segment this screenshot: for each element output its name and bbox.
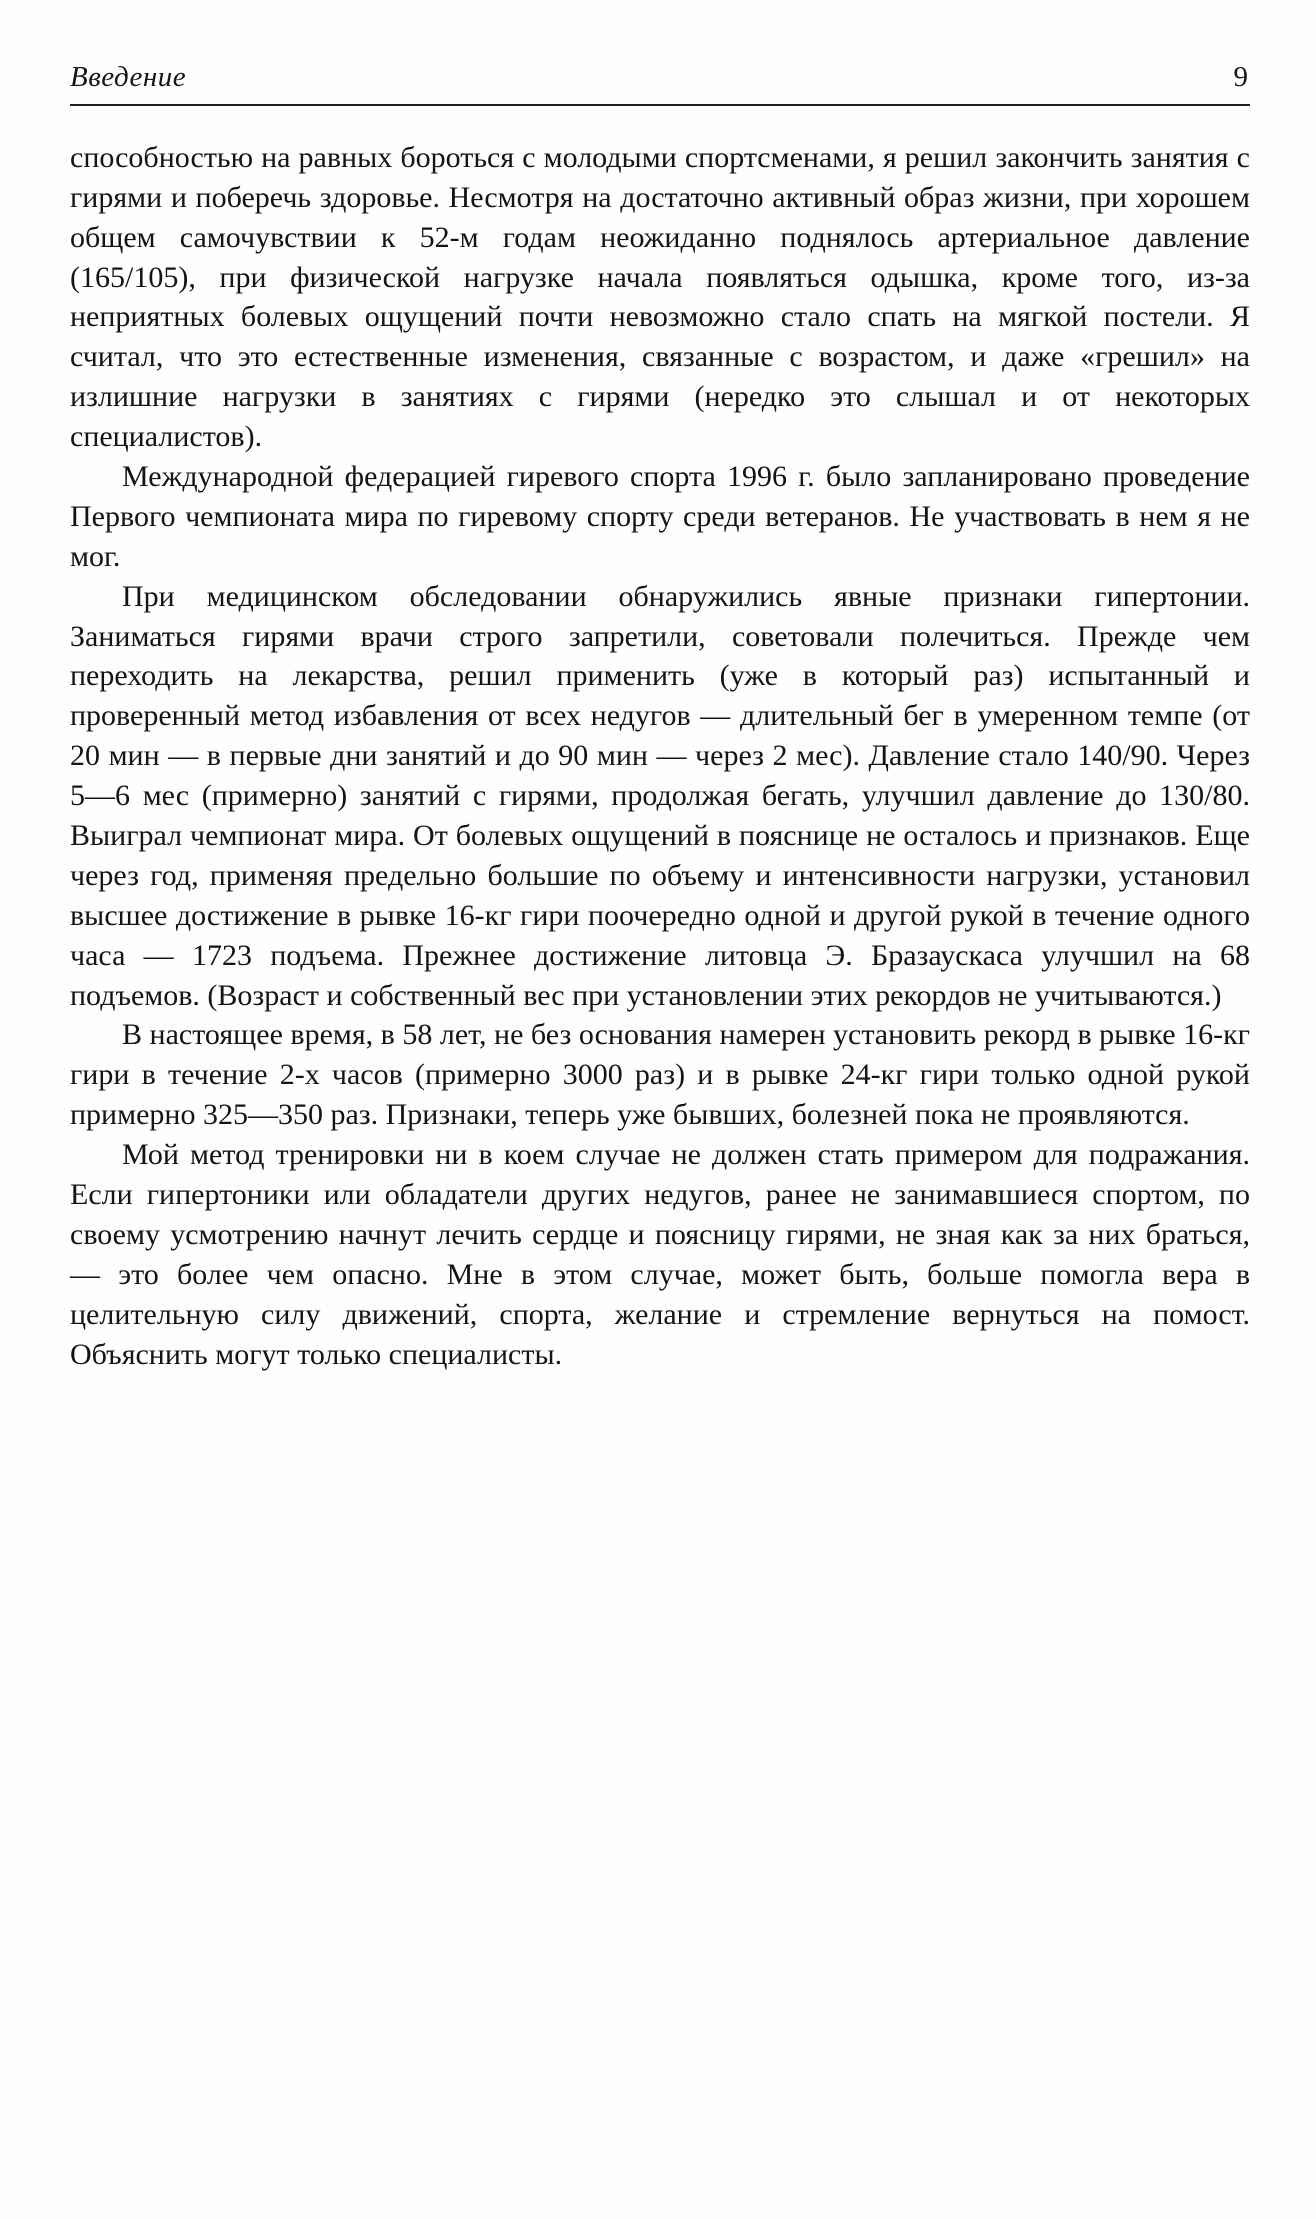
page-header: [70, 62, 1250, 106]
paragraph: При медицинском обследовании обнаружились явные признаки гипертонии. Заниматься гирями врачи строго запретили, советовали полечиться. Прежде чем переходить на лекарства, решил применить (уже в который раз) испытанный и проверенный метод избавления от всех недугов — длительный бег в умеренном темпе (от 20 мин — в первые дни занятий и до 90 мин — через 2 мес). Давление стало 140/90. Через 5—6 мес (примерно) занятий с гирями, продолжая бегать, улучшил давление до 130/80. Выиграл чемпионат мира. От болевых ощущений в пояснице не осталось и признаков. Еще через год, применяя предельно большие по объему и интенсивности нагрузки, установил высшее достижение в рывке 16-кг гири поочередно одной и другой рукой в течение одного часа — 1723 подъема. Прежнее достижение литовца Э. Бразаускаса улучшил на 68 подъемов. (Возраст и собственный вес при установлении этих рекордов не учитываются.): [70, 579, 1250, 1012]
paragraph: Мой метод тренировки ни в коем случае не должен стать примером для подражания. Если гипертоники или обладатели других недугов, ранее не занимавшиеся спортом, по своему усмотрению начнут лечить сердце и поясницу гирями, не зная как за них браться, — это более чем опасно. Мне в этом случае, может быть, больше помогла вера в целительную силу движений, спорта, желание и стремление вернуться на помост. Объяснить могут только специалисты.: [70, 1138, 1250, 1371]
paragraph: В настоящее время, в 58 лет, не без основания намерен установить рекорд в рывке 16-кг гири в течение 2-х часов (примерно 3000 раз) и в рывке 24-кг гири только одной рукой примерно 325—350 раз. Признаки, теперь уже бывших, болезней пока не проявляются.: [70, 1018, 1250, 1132]
page-body: [70, 138, 1250, 1375]
running-title: Введение: [70, 61, 187, 93]
paragraph: Международной федерацией гиревого спорта 1996 г. было запланировано проведение Первого чемпионата мира по гиревому спорту среди ветеранов. Не участвовать в нем я не мог.: [70, 460, 1250, 573]
page-number: 9: [1233, 61, 1248, 93]
paragraph: способностью на равных бороться с молодыми спортсменами, я решил закончить занятия с гирями и поберечь здоровье. Несмотря на достаточно активный образ жизни, при хорошем общем самочувствии к 52-м годам неожиданно поднялось артериальное давление (165/105), при физической нагрузке начала появляться одышка, кроме того, из-за неприятных болевых ощущений почти невозможно стало спать на мягкой постели. Я считал, что это естественные изменения, связанные с возрастом, и даже «грешил» на излишние нагрузки в занятиях с гирями (нередко это слышал и от некоторых специалистов).: [70, 140, 1250, 454]
